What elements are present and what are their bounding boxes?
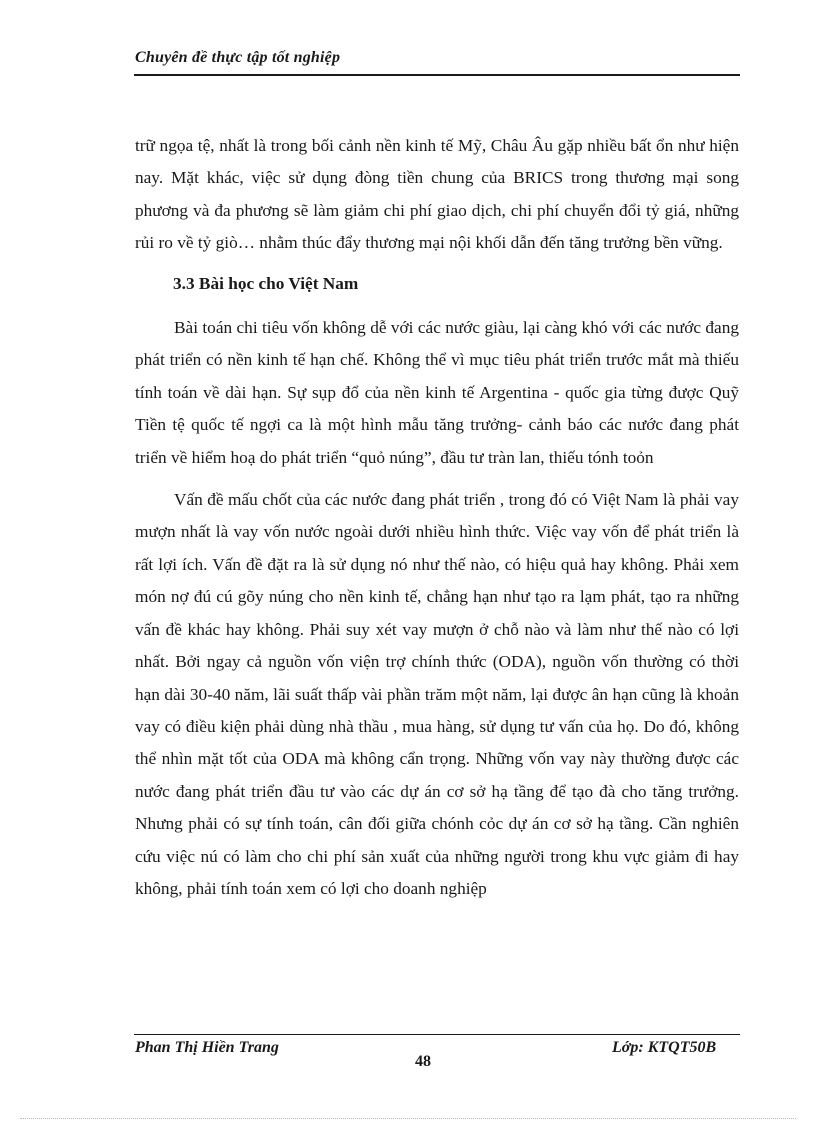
body-paragraph-1: Bài toán chi tiêu vốn không dễ với các nước giàu, lại càng khó với các nước đang phát triển có nền kinh tế hạn chế. Không thể vì mục tiêu phát triển trước mắt mà thiếu tính toán về dài hạn. Sự sụp đổ của nền kinh tế Argentina - quốc gia từng được Quỹ Tiền tệ quốc tế ngợi ca là một hình mẫu tăng trưởng- cảnh báo các nước đang phát triển về hiểm hoạ do phát triển “quỏ núng”, đầu tư tràn lan, thiếu tónh toỏn bbox=[135, 318, 739, 467]
page-bottom-edge bbox=[20, 1118, 796, 1119]
page-body bbox=[135, 130, 739, 905]
section-heading: 3.3 Bài học cho Việt Nam bbox=[173, 273, 359, 293]
header-divider bbox=[134, 74, 740, 76]
intro-paragraph: trữ ngọa tệ, nhất là trong bối cảnh nền kinh tế Mỹ, Châu Âu gặp nhiều bất ổn như hiện nay. Mặt khác, việc sử dụng đòng tiền chung của BRICS trong thương mại song phương và đa phương sẽ làm giảm chi phí giao dịch, chi phí chuyển đổi tỷ giá, những rủi ro về tỷ giò… nhằm thúc đẩy thương mại nội khối dẫn đến tăng trưởng bền vững. bbox=[135, 136, 739, 253]
page-number: 48 bbox=[415, 1053, 431, 1070]
running-header-title: Chuyên đề thực tập tốt nghiệp bbox=[135, 49, 341, 66]
footer-author: Phan Thị Hiền Trang bbox=[135, 1039, 279, 1056]
footer-class: Lớp: KTQT50B bbox=[612, 1039, 717, 1056]
body-paragraph-2: Vấn đề mấu chốt của các nước đang phát triển , trong đó có Việt Nam là phải vay mượn nhất là vay vốn nước ngoài dưới nhiều hình thức. Việc vay vốn để phát triển là rất lợi ích. Vấn đề đặt ra là sử dụng nó như thế nào, có hiệu quả hay không. Phải xem món nợ đú cú gõy núng cho nền kinh tế, chẳng hạn như tạo ra lạm phát, tạo ra những vấn đề khác hay không. Phải suy xét vay mượn ở chỗ nào và làm như thế nào có lợi nhất. Bởi ngay cả nguồn vốn viện trợ chính thức (ODA), nguồn vốn thường có thời hạn dài 30-40 năm, lãi suất thấp vài phần trăm một năm, lại được ân hạn cũng là khoản vay có điều kiện phải dùng nhà thầu , mua hàng, sử dụng tư vấn của họ. Do đó, không thể nhìn mặt tốt của ODA mà không cẩn trọng. Những vốn vay này thường được các nước đang phát triển đầu tư vào các dự án cơ sở hạ tầng để tạo đà cho tăng trưởng. Nhưng phải có sự tính toán, cân đối giữa chónh cỏc dự án cơ sở hạ tầng. Cần nghiên cứu việc nú có làm cho chi phí sản xuất của những người trong khu vực giảm đi hay không, phải tính toán xem có lợi cho doanh nghiệp bbox=[135, 490, 739, 898]
footer-divider bbox=[134, 1034, 740, 1035]
